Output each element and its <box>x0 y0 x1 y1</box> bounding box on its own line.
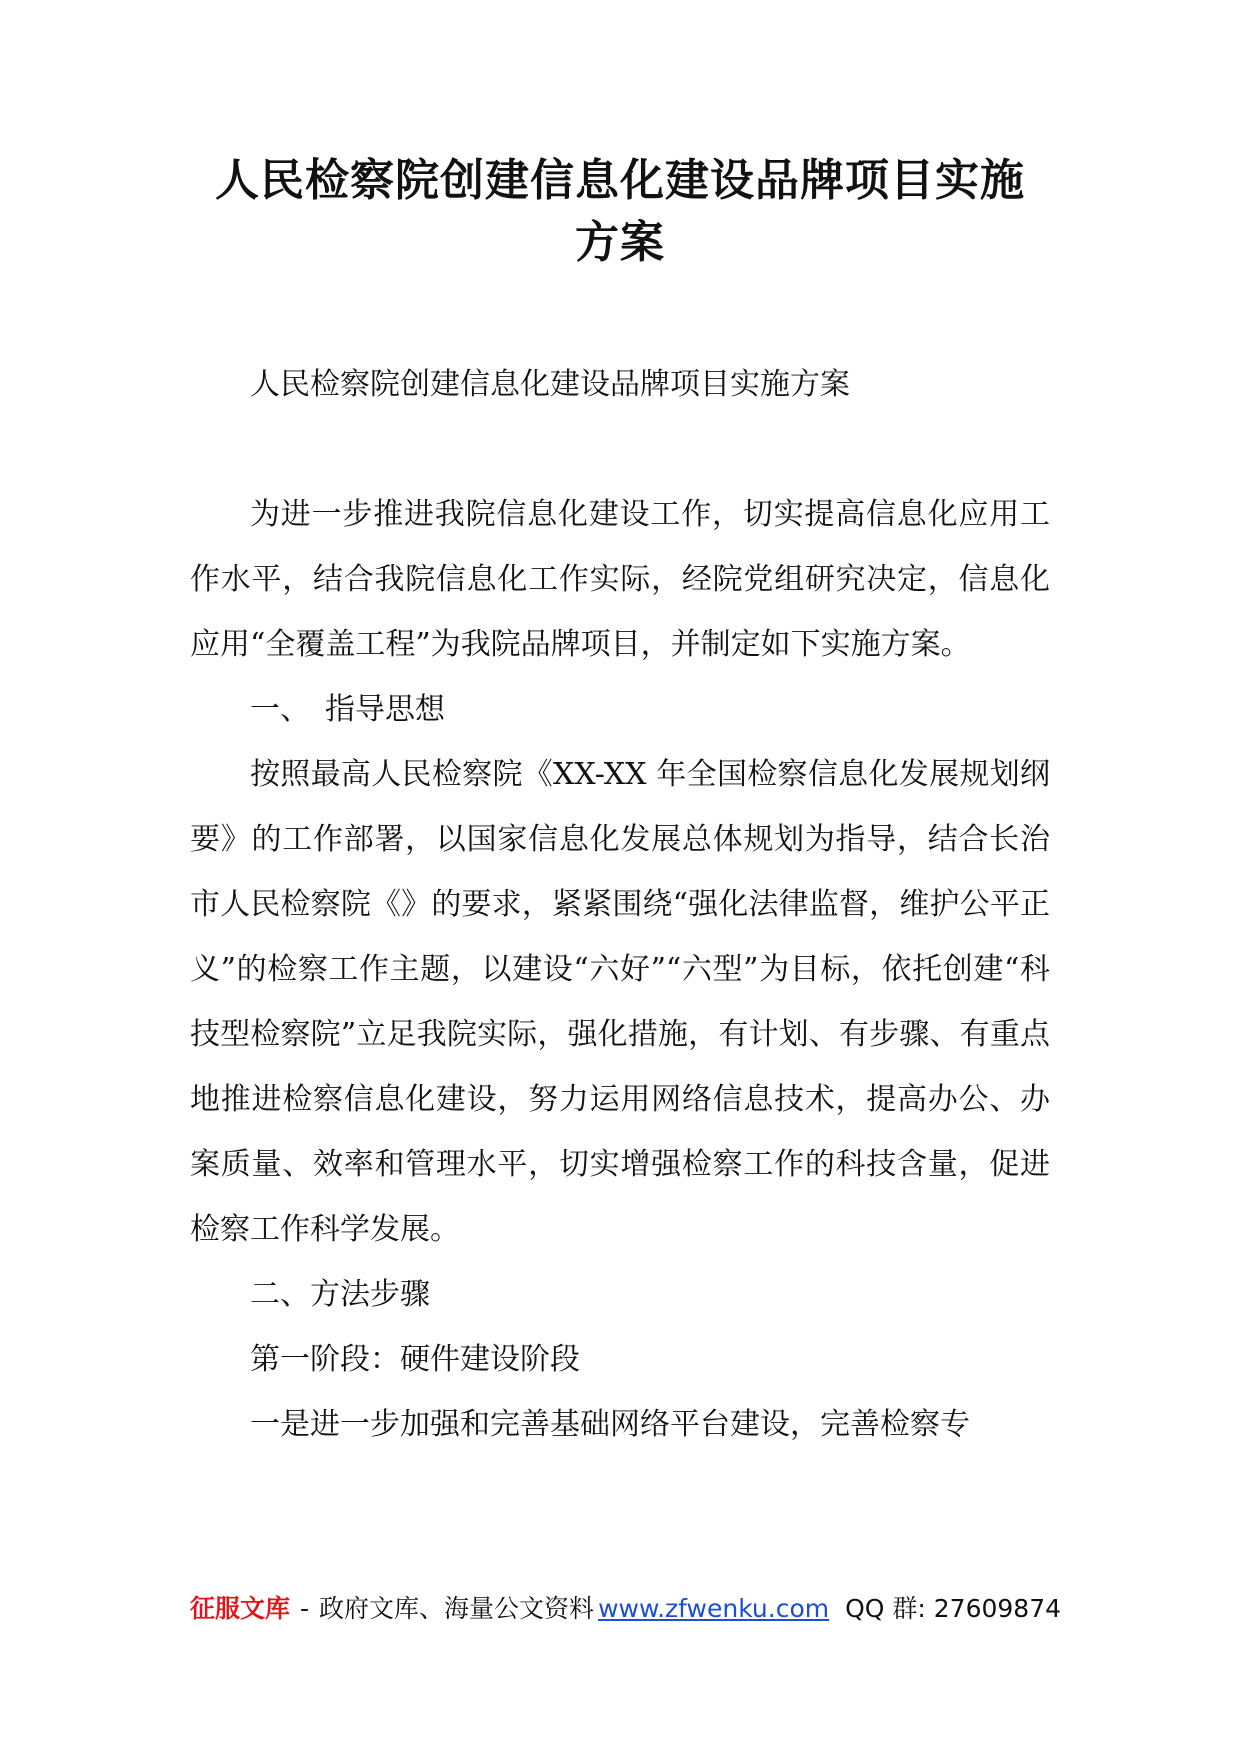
document-body <box>190 352 1050 1457</box>
stage-heading-hardware: 第一阶段：硬件建设阶段 <box>250 1342 580 1377</box>
section-heading-methods-steps: 二、方法步骤 <box>250 1277 430 1312</box>
paragraph-hardware-first: 一是进一步加强和完善基础网络平台建设，完善检察专 <box>250 1407 970 1442</box>
paragraph-intro: 为进一步推进我院信息化建设工作，切实提高信息化应用工作水平，结合我院信息化工作实际，经院党组研究决定，信息化应用“全覆盖工程”为我院品牌项目，并制定如下实施方案。 <box>190 497 1050 662</box>
page-footer <box>190 1592 1060 1626</box>
footer-website-link[interactable]: www.zfwenku.com <box>598 1594 830 1623</box>
footer-brand: 征服文库 <box>190 1594 291 1623</box>
document-title <box>190 150 1050 274</box>
paragraph-guiding-ideology: 按照最高人民检察院《XX-XX 年全国检察信息化发展规划纲要》的工作部署，以国家信息化发展总体规划为指导，结合长治市人民检察院《》的要求，紧紧围绕“强化法律监督，维护公平正义”的检察工作主题，以建设“六好”“六型”为目标，依托创建“科技型检察院”立足我院实际，强化措施，有计划、有步骤、有重点地推进检察信息化建设，努力运用网络信息技术，提高办公、办案质量、效率和管理水平，切实增强检察工作的科技含量，促进检察工作科学发展。 <box>190 757 1050 1247</box>
footer-qq-group: QQ 群: 27609874 <box>845 1594 1062 1623</box>
footer-description: 政府文库、海量公文资料 <box>319 1594 595 1623</box>
document-subtitle: 人民检察院创建信息化建设品牌项目实施方案 <box>250 367 850 402</box>
document-title-line-2: 方案 <box>575 217 665 268</box>
footer-separator: - <box>300 1594 310 1623</box>
section-heading-guiding-ideology: 一、 指导思想 <box>250 692 445 727</box>
document-title-line-1: 人民检察院创建信息化建设品牌项目实施 <box>215 155 1025 206</box>
